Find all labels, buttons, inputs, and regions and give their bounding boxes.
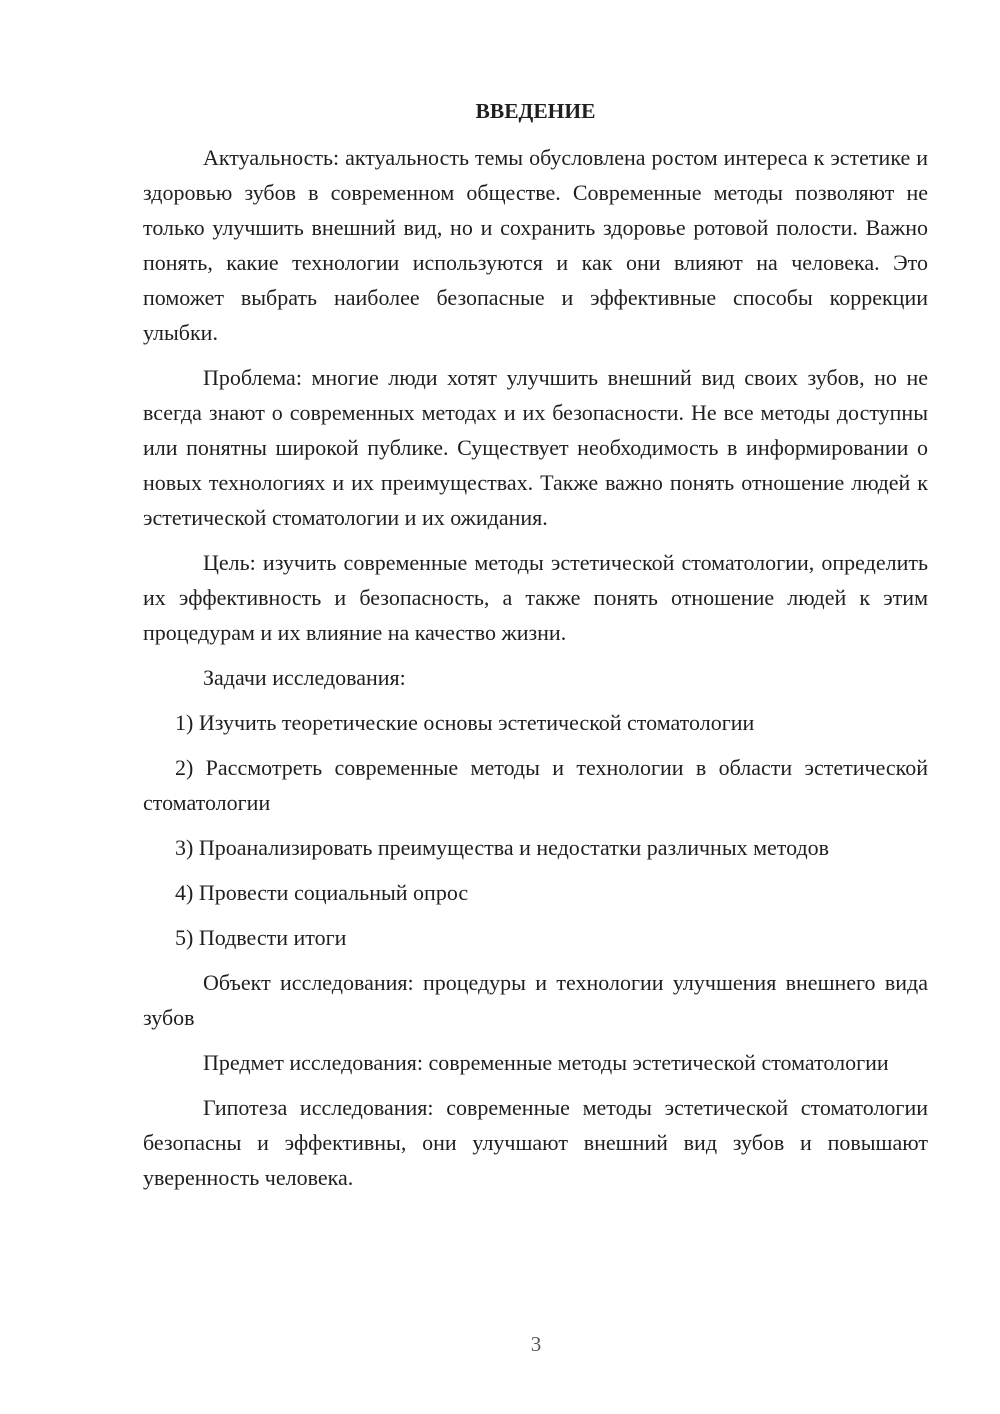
task-item: 2) Рассмотреть современные методы и технологии в области эстетической стоматологии (143, 755, 928, 815)
paragraph-problem: Проблема: многие люди хотят улучшить внешний вид своих зубов, но не всегда знают о современных методах и их безопасности. Не все методы доступны или понятны широкой публике. Существует необходимость в информировании о новых технологиях и их преимуществах. Также важно понять отношение людей к эстетической стоматологии и их ожидания. (143, 365, 928, 530)
paragraph-subject: Предмет исследования: современные методы эстетической стоматологии (203, 1050, 889, 1075)
task-item: 5) Подвести итоги (175, 925, 347, 950)
paragraph-goal: Цель: изучить современные методы эстетической стоматологии, определить их эффективность и безопасность, а также понять отношение людей к этим процедурам и их влияние на качество жизни. (143, 550, 928, 645)
section-title: ВВЕДЕНИЕ (475, 99, 596, 123)
tasks-heading: Задачи исследования: (203, 665, 406, 690)
paragraph-object: Объект исследования: процедуры и технологии улучшения внешнего вида зубов (143, 970, 928, 1030)
page-number: 3 (530, 1332, 542, 1356)
task-item: 4) Провести социальный опрос (175, 880, 469, 905)
page-content (143, 96, 928, 1205)
paragraph-relevance: Актуальность: актуальность темы обусловлена ростом интереса к эстетике и здоровью зубов в современном обществе. Современные методы позволяют не только улучшить внешний вид, но и сохранить здоровье ротовой полости. Важно понять, какие технологии используются и как они влияют на человека. Это поможет выбрать наиболее безопасные и эффективные способы коррекции улыбки. (143, 145, 928, 345)
task-item: 3) Проанализировать преимущества и недостатки различных методов (175, 835, 830, 860)
task-item: 1) Изучить теоретические основы эстетической стоматологии (175, 710, 755, 735)
paragraph-hypothesis: Гипотеза исследования: современные методы эстетической стоматологии безопасны и эффективны, они улучшают внешний вид зубов и повышают уверенность человека. (143, 1095, 928, 1190)
